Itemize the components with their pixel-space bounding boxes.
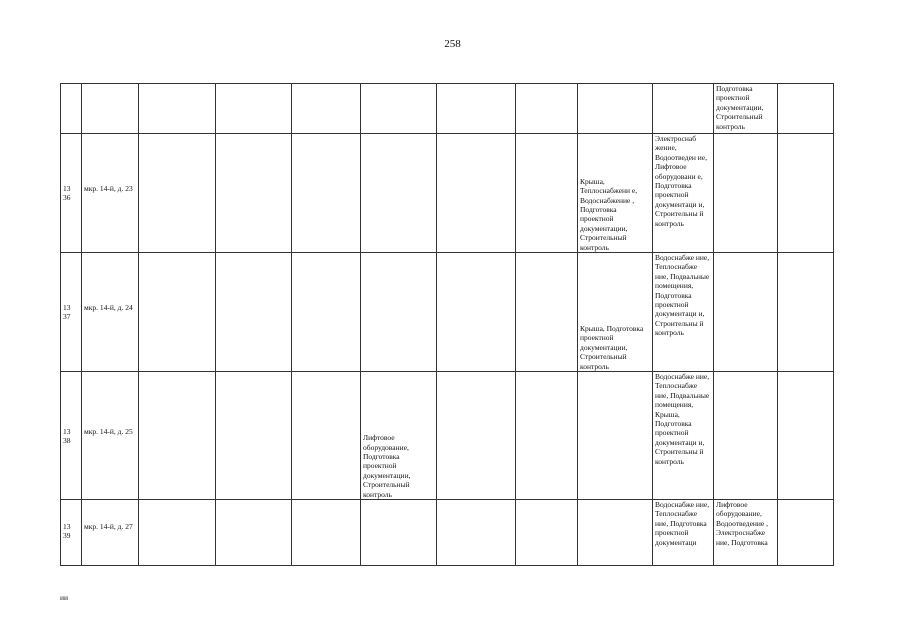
work-type-cell: Крыша, Подготовка проектной документации, Строительный контроль — [578, 253, 653, 372]
table-cell — [516, 372, 578, 500]
work-type-cell: Электроснаб жение, Водоотведен ие, Лифтовое оборудовани е, Подготовка проектной документаци и, Строительны й контроль — [653, 134, 714, 253]
table-cell — [216, 134, 292, 253]
table-cell — [139, 253, 216, 372]
table-cell — [516, 134, 578, 253]
row-number-cell: 13 37 — [61, 253, 82, 372]
row-number-cell: 13 38 — [61, 372, 82, 500]
table-cell — [437, 500, 516, 566]
table-cell — [216, 84, 292, 134]
table-cell — [361, 84, 437, 134]
work-type-cell: Подготовка проектной документации, Строительный контроль — [714, 84, 778, 134]
table-cell — [516, 500, 578, 566]
work-type-cell: Лифтовое оборудование, Водоотведение , Электроснабже ние, Подготовка — [714, 500, 778, 566]
table-cell — [437, 84, 516, 134]
work-type-cell: Водоснабже ние, Теплоснабже ние, Подвальные помещения, Крыша, Подготовка проектной документаци и, Строительны й контроль — [653, 372, 714, 500]
table-cell — [292, 84, 361, 134]
work-type-cell: Водоснабже ние, Теплоснабже ние, Подвальные помещения, Подготовка проектной документаци и, Строительны й контроль — [653, 253, 714, 372]
table-row — [61, 253, 834, 372]
table-cell — [578, 500, 653, 566]
table-cell — [437, 134, 516, 253]
table-cell — [292, 372, 361, 500]
table-row — [61, 500, 834, 566]
table-row — [61, 372, 834, 500]
table-cell — [578, 84, 653, 134]
table-cell — [714, 372, 778, 500]
repair-schedule-table — [60, 83, 834, 566]
table-cell — [714, 253, 778, 372]
address-cell: мкр. 14-й, д. 24 — [82, 253, 139, 372]
table-cell — [361, 500, 437, 566]
table-cell — [778, 500, 834, 566]
address-cell: мкр. 14-й, д. 25 — [82, 372, 139, 500]
table-row — [61, 84, 834, 134]
table-row — [61, 134, 834, 253]
table-cell — [361, 134, 437, 253]
footer-text: ии — [60, 593, 69, 602]
table-cell — [778, 84, 834, 134]
table-cell — [778, 253, 834, 372]
table-cell — [361, 253, 437, 372]
work-type-cell: Крыша, Теплоснабжени е, Водоснабжение , Подготовка проектной документации, Строительный контроль — [578, 134, 653, 253]
row-number-cell — [61, 84, 82, 134]
address-cell: мкр. 14-й, д. 23 — [82, 134, 139, 253]
table-cell — [437, 253, 516, 372]
address-cell: мкр. 14-й, д. 27 — [82, 500, 139, 566]
table-cell — [578, 372, 653, 500]
table-cell — [437, 372, 516, 500]
table-cell — [216, 372, 292, 500]
row-number-cell: 13 39 — [61, 500, 82, 566]
page-number: 258 — [444, 38, 461, 50]
table-cell — [516, 253, 578, 372]
table-cell — [778, 372, 834, 500]
table-cell — [292, 500, 361, 566]
table-cell — [516, 84, 578, 134]
table-cell — [139, 134, 216, 253]
table-cell — [292, 253, 361, 372]
table-cell — [216, 253, 292, 372]
table-cell — [292, 134, 361, 253]
work-type-cell: Водоснабже ние, Теплоснабже ние, Подготовка проектной документаци — [653, 500, 714, 566]
table-cell — [139, 500, 216, 566]
table-cell — [139, 372, 216, 500]
address-cell — [82, 84, 139, 134]
work-type-cell: Лифтовое оборудование, Подготовка проектной документации, Строительный контроль — [361, 372, 437, 500]
table-cell — [139, 84, 216, 134]
table-cell — [778, 134, 834, 253]
table-cell — [714, 134, 778, 253]
table-cell — [216, 500, 292, 566]
row-number-cell: 13 36 — [61, 134, 82, 253]
table-cell — [653, 84, 714, 134]
